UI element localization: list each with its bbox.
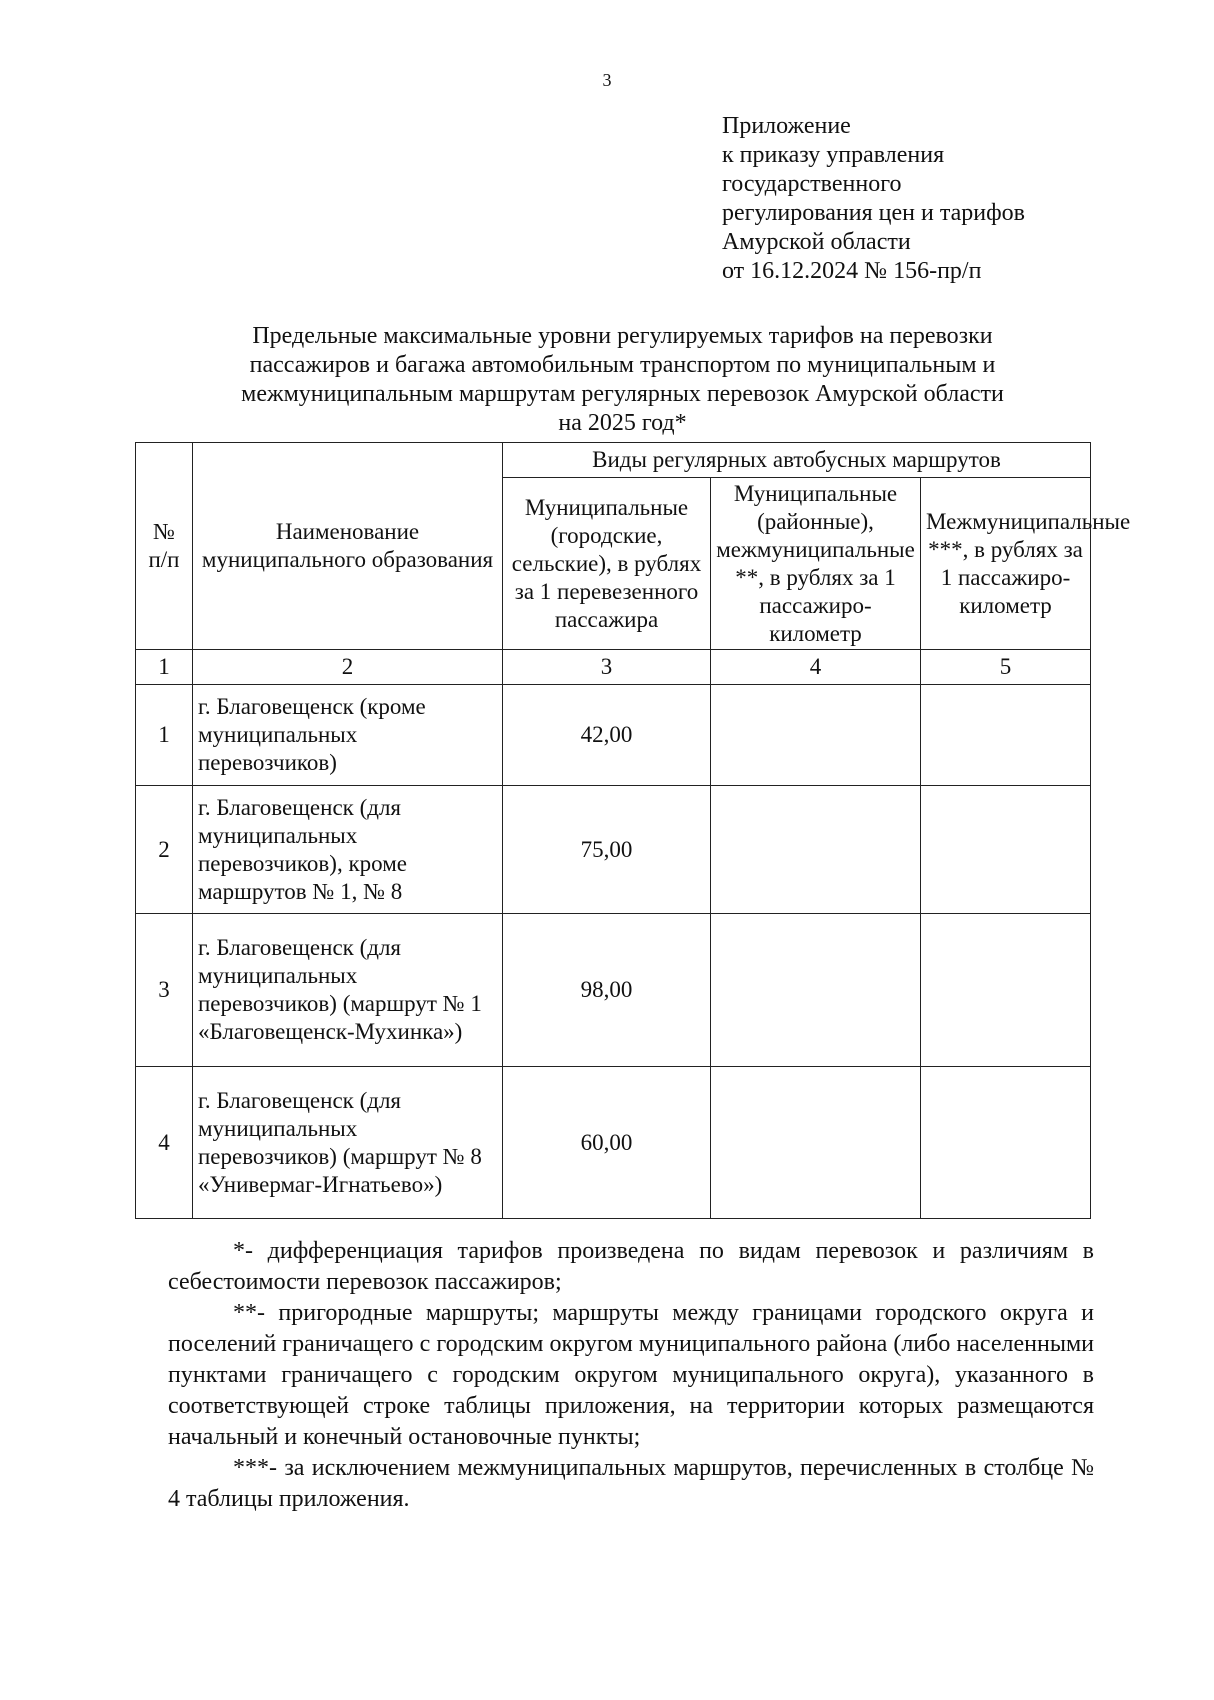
appendix-line: Приложение	[722, 113, 851, 139]
footnote: **- пригородные маршруты; маршруты между границами городского округа и поселений граничащего с городским округом муниципального района (либо населенными пунктами граничащего с городским округом муниципального округа), указанного в соответствующей строке таблицы приложения, на территории которых размещаются начальный и конечный остановочные пункты;	[168, 1300, 1094, 1450]
column-number-row	[136, 650, 1091, 685]
row-tariff-col4	[711, 786, 921, 914]
table-row	[136, 786, 1091, 914]
title-line: на 2025 год*	[558, 410, 687, 436]
row-tariff-col3: 60,00	[503, 1067, 711, 1219]
appendix-line: государственного	[722, 171, 902, 197]
row-name: г. Благовещенск (для муниципальных перевозчиков) (маршрут № 1 «Благовещенск-Мухинка»)	[193, 914, 503, 1067]
title-line: пассажиров и багажа автомобильным транспортом по муниципальным и	[249, 352, 996, 378]
appendix-line: регулирования цен и тарифов	[722, 200, 1025, 226]
table-row	[136, 914, 1091, 1067]
column-number: 1	[136, 650, 193, 685]
row-name: г. Благовещенск (для муниципальных перевозчиков) (маршрут № 8 «Универмаг-Игнатьево»)	[193, 1067, 503, 1219]
title-line: Предельные максимальные уровни регулируемых тарифов на перевозки	[252, 323, 993, 349]
row-num: 1	[136, 685, 193, 786]
appendix-block	[722, 112, 1025, 286]
column-number: 4	[711, 650, 921, 685]
row-tariff-col4	[711, 914, 921, 1067]
row-tariff-col4	[711, 685, 921, 786]
header-num: № п/п	[136, 443, 193, 650]
page-number: 3	[602, 70, 612, 90]
appendix-line: к приказу управления	[722, 142, 945, 168]
table-row	[136, 1067, 1091, 1219]
appendix-line: Амурской области	[722, 229, 911, 255]
row-tariff-col5	[921, 685, 1091, 786]
row-num: 3	[136, 914, 193, 1067]
footnote: *- дифференциация тарифов произведена по видам перевозок и различиям в себестоимости перевозок пассажиров;	[168, 1238, 1094, 1295]
row-num: 2	[136, 786, 193, 914]
header-route-types: Виды регулярных автобусных маршрутов	[503, 443, 1091, 478]
header-row	[136, 443, 1091, 478]
header-col4: Муниципальные (районные), межмуниципальные **, в рублях за 1 пассажиро-километр	[711, 478, 921, 650]
column-number: 5	[921, 650, 1091, 685]
row-name: г. Благовещенск (для муниципальных перевозчиков), кроме маршрутов № 1, № 8	[193, 786, 503, 914]
column-number: 3	[503, 650, 711, 685]
row-tariff-col3: 98,00	[503, 914, 711, 1067]
row-tariff-col5	[921, 1067, 1091, 1219]
header-name: Наименование муниципального образования	[193, 443, 503, 650]
footnotes	[168, 1236, 1094, 1515]
row-tariff-col5	[921, 914, 1091, 1067]
row-tariff-col4	[711, 1067, 921, 1219]
column-number: 2	[193, 650, 503, 685]
footnote: ***- за исключением межмуниципальных маршрутов, перечисленных в столбце № 4 таблицы приложения.	[168, 1455, 1094, 1512]
header-col5: Межмуниципальные ***, в рублях за 1 пассажиро-километр	[921, 478, 1091, 650]
table-row	[136, 685, 1091, 786]
appendix-line: от 16.12.2024 № 156-пр/п	[722, 258, 982, 284]
tariff-table	[135, 442, 1131, 1219]
row-tariff-col3: 42,00	[503, 685, 711, 786]
document-title	[170, 322, 1075, 438]
row-tariff-col3: 75,00	[503, 786, 711, 914]
header-col3: Муниципальные (городские, сельские), в рублях за 1 перевезенного пассажира	[503, 478, 711, 650]
row-num: 4	[136, 1067, 193, 1219]
title-line: межмуниципальным маршрутам регулярных перевозок Амурской области	[241, 381, 1004, 407]
row-name: г. Благовещенск (кроме муниципальных перевозчиков)	[193, 685, 503, 786]
row-tariff-col5	[921, 786, 1091, 914]
